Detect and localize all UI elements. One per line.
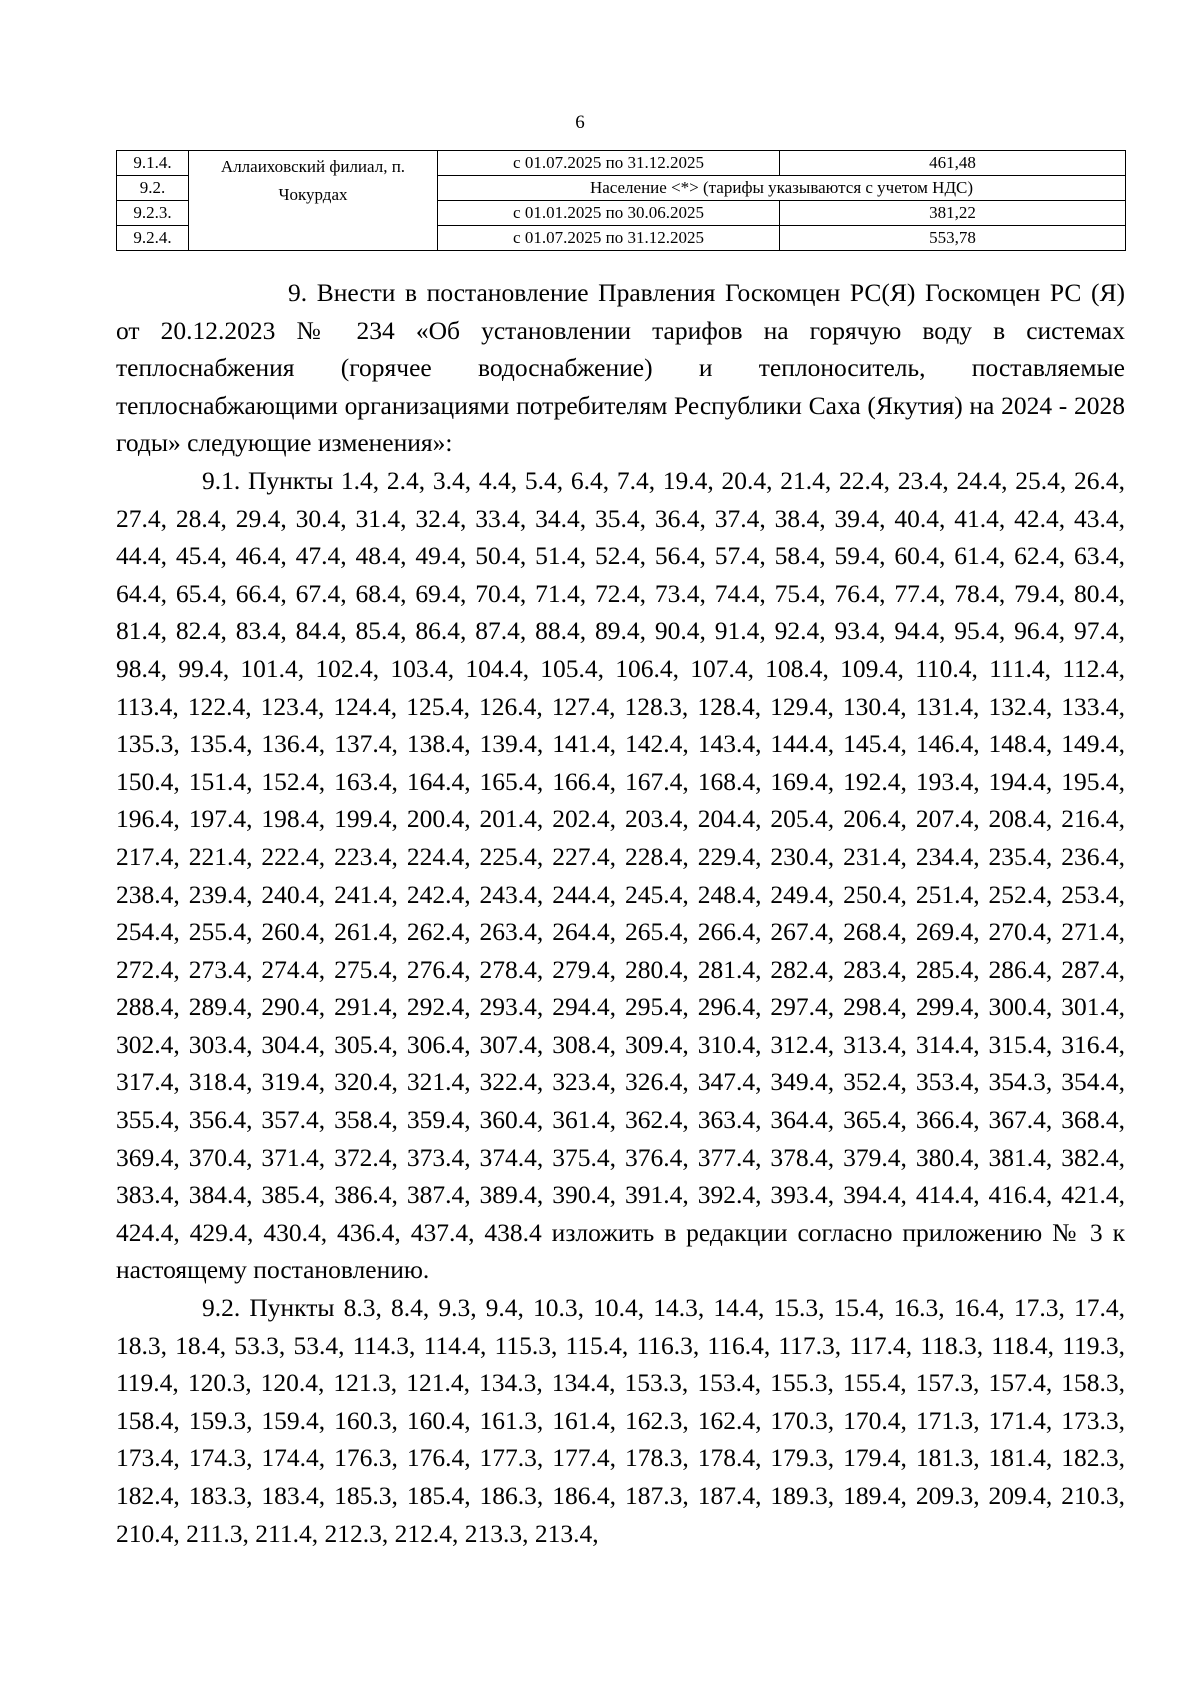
population-header-cell: Население <*> (тарифы указываются с учетом НДС) (438, 176, 1126, 201)
value-cell: 461,48 (780, 151, 1126, 176)
section-9-paragraph (116, 274, 1125, 462)
organization-cell: Аллаиховский филиал, п. Чокурдах (189, 151, 438, 251)
section-9-text: Внести в постановление Правления Госкомцен РС(Я) Госкомцен РС (Я) от 20.12.2023 № 234 «Об установлении тарифов на горячую воду в системах теплоснабжения (горячее водоснабжение) и теплоноситель, поставляемые теплоснабжающими организациями потребителям Республики Саха (Якутия) на 2024 - 2028 годы» следующие изменения»: (116, 278, 1126, 458)
value-cell: 381,22 (780, 201, 1126, 226)
period-cell: с 01.01.2025 по 30.06.2025 (438, 201, 780, 226)
row-number: 9.2.4. (117, 226, 189, 251)
period-cell: с 01.07.2025 по 31.12.2025 (438, 151, 780, 176)
row-number: 9.2.3. (117, 201, 189, 226)
row-number: 9.2. (117, 176, 189, 201)
table-row (117, 151, 1126, 176)
row-number: 9.1.4. (117, 151, 189, 176)
value-cell: 553,78 (780, 226, 1126, 251)
page-number: 6 (575, 112, 585, 133)
section-number: 9. (288, 278, 308, 307)
section-9-1-paragraph: 9.1. Пункты 1.4, 2.4, 3.4, 4.4, 5.4, 6.4, 7.4, 19.4, 20.4, 21.4, 22.4, 23.4, 24.4, 25.4, 26.4, 27.4, 28.4, 29.4, 30.4, 31.4, 32.4, 33.4, 34.4, 35.4, 36.4, 37.4, 38.4, 39.4, 40.4, 41.4, 42.4, 43.4, 44.4, 45.4, 46.4, 47.4, 48.4, 49.4, 50.4, 51.4, 52.4, 56.4, 57.4, 58.4, 59.4, 60.4, 61.4, 62.4, 63.4, 64.4, 65.4, 66.4, 67.4, 68.4, 69.4, 70.4, 71.4, 72.4, 73.4, 74.4, 75.4, 76.4, 77.4, 78.4, 79.4, 80.4, 81.4, 82.4, 83.4, 84.4, 85.4, 86.4, 87.4, 88.4, 89.4, 90.4, 91.4, 92.4, 93.4, 94.4, 95.4, 96.4, 97.4, 98.4, 99.4, 101.4, 102.4, 103.4, 104.4, 105.4, 106.4, 107.4, 108.4, 109.4, 110.4, 111.4, 112.4, 113.4, 122.4, 123.4, 124.4, 125.4, 126.4, 127.4, 128.3, 128.4, 129.4, 130.4, 131.4, 132.4, 133.4, 135.3, 135.4, 136.4, 137.4, 138.4, 139.4, 141.4, 142.4, 143.4, 144.4, 145.4, 146.4, 148.4, 149.4, 150.4, 151.4, 152.4, 163.4, 164.4, 165.4, 166.4, 167.4, 168.4, 169.4, 192.4, 193.4, 194.4, 195.4, 196.4, 197.4, 198.4, 199.4, 200.4, 201.4, 202.4, 203.4, 204.4, 205.4, 206.4, 207.4, 208.4, 216.4, 217.4, 221.4, 222.4, 223.4, 224.4, 225.4, 227.4, 228.4, 229.4, 230.4, 231.4, 234.4, 235.4, 236.4, 238.4, 239.4, 240.4, 241.4, 242.4, 243.4, 244.4, 245.4, 248.4, 249.4, 250.4, 251.4, 252.4, 253.4, 254.4, 255.4, 260.4, 261.4, 262.4, 263.4, 264.4, 265.4, 266.4, 267.4, 268.4, 269.4, 270.4, 271.4, 272.4, 273.4, 274.4, 275.4, 276.4, 278.4, 279.4, 280.4, 281.4, 282.4, 283.4, 285.4, 286.4, 287.4, 288.4, 289.4, 290.4, 291.4, 292.4, 293.4, 294.4, 295.4, 296.4, 297.4, 298.4, 299.4, 300.4, 301.4, 302.4, 303.4, 304.4, 305.4, 306.4, 307.4, 308.4, 309.4, 310.4, 312.4, 313.4, 314.4, 315.4, 316.4, 317.4, 318.4, 319.4, 320.4, 321.4, 322.4, 323.4, 326.4, 347.4, 349.4, 352.4, 353.4, 354.3, 354.4, 355.4, 356.4, 357.4, 358.4, 359.4, 360.4, 361.4, 362.4, 363.4, 364.4, 365.4, 366.4, 367.4, 368.4, 369.4, 370.4, 371.4, 372.4, 373.4, 374.4, 375.4, 376.4, 377.4, 378.4, 379.4, 380.4, 381.4, 382.4, 383.4, 384.4, 385.4, 386.4, 387.4, 389.4, 390.4, 391.4, 392.4, 393.4, 394.4, 414.4, 416.4, 421.4, 424.4, 429.4, 430.4, 436.4, 437.4, 438.4 изложить в редакции согласно приложению № 3 к настоящему постановлению. (116, 465, 1125, 1285)
period-cell: с 01.07.2025 по 31.12.2025 (438, 226, 780, 251)
section-9-2-paragraph: 9.2. Пункты 8.3, 8.4, 9.3, 9.4, 10.3, 10.4, 14.3, 14.4, 15.3, 15.4, 16.3, 16.4, 17.3, 17.4, 18.3, 18.4, 53.3, 53.4, 114.3, 114.4, 115.3, 115.4, 116.3, 116.4, 117.3, 117.4, 118.3, 118.4, 119.3, 119.4, 120.3, 120.4, 121.3, 121.4, 134.3, 134.4, 153.3, 153.4, 155.3, 155.4, 157.3, 157.4, 158.3, 158.4, 159.3, 159.4, 160.3, 160.4, 161.3, 161.4, 162.3, 162.4, 170.3, 170.4, 171.3, 171.4, 173.3, 173.4, 174.3, 174.4, 176.3, 176.4, 177.3, 177.4, 178.3, 178.4, 179.3, 179.4, 181.3, 181.4, 182.3, 182.4, 183.3, 183.4, 185.3, 185.4, 186.3, 186.4, 187.3, 187.4, 189.3, 189.4, 209.3, 209.4, 210.3, 210.4, 211.3, 211.4, 212.3, 212.4, 213.3, 213.4, (116, 1293, 1125, 1548)
tariff-table (116, 150, 1126, 251)
document-body (116, 274, 1125, 1552)
